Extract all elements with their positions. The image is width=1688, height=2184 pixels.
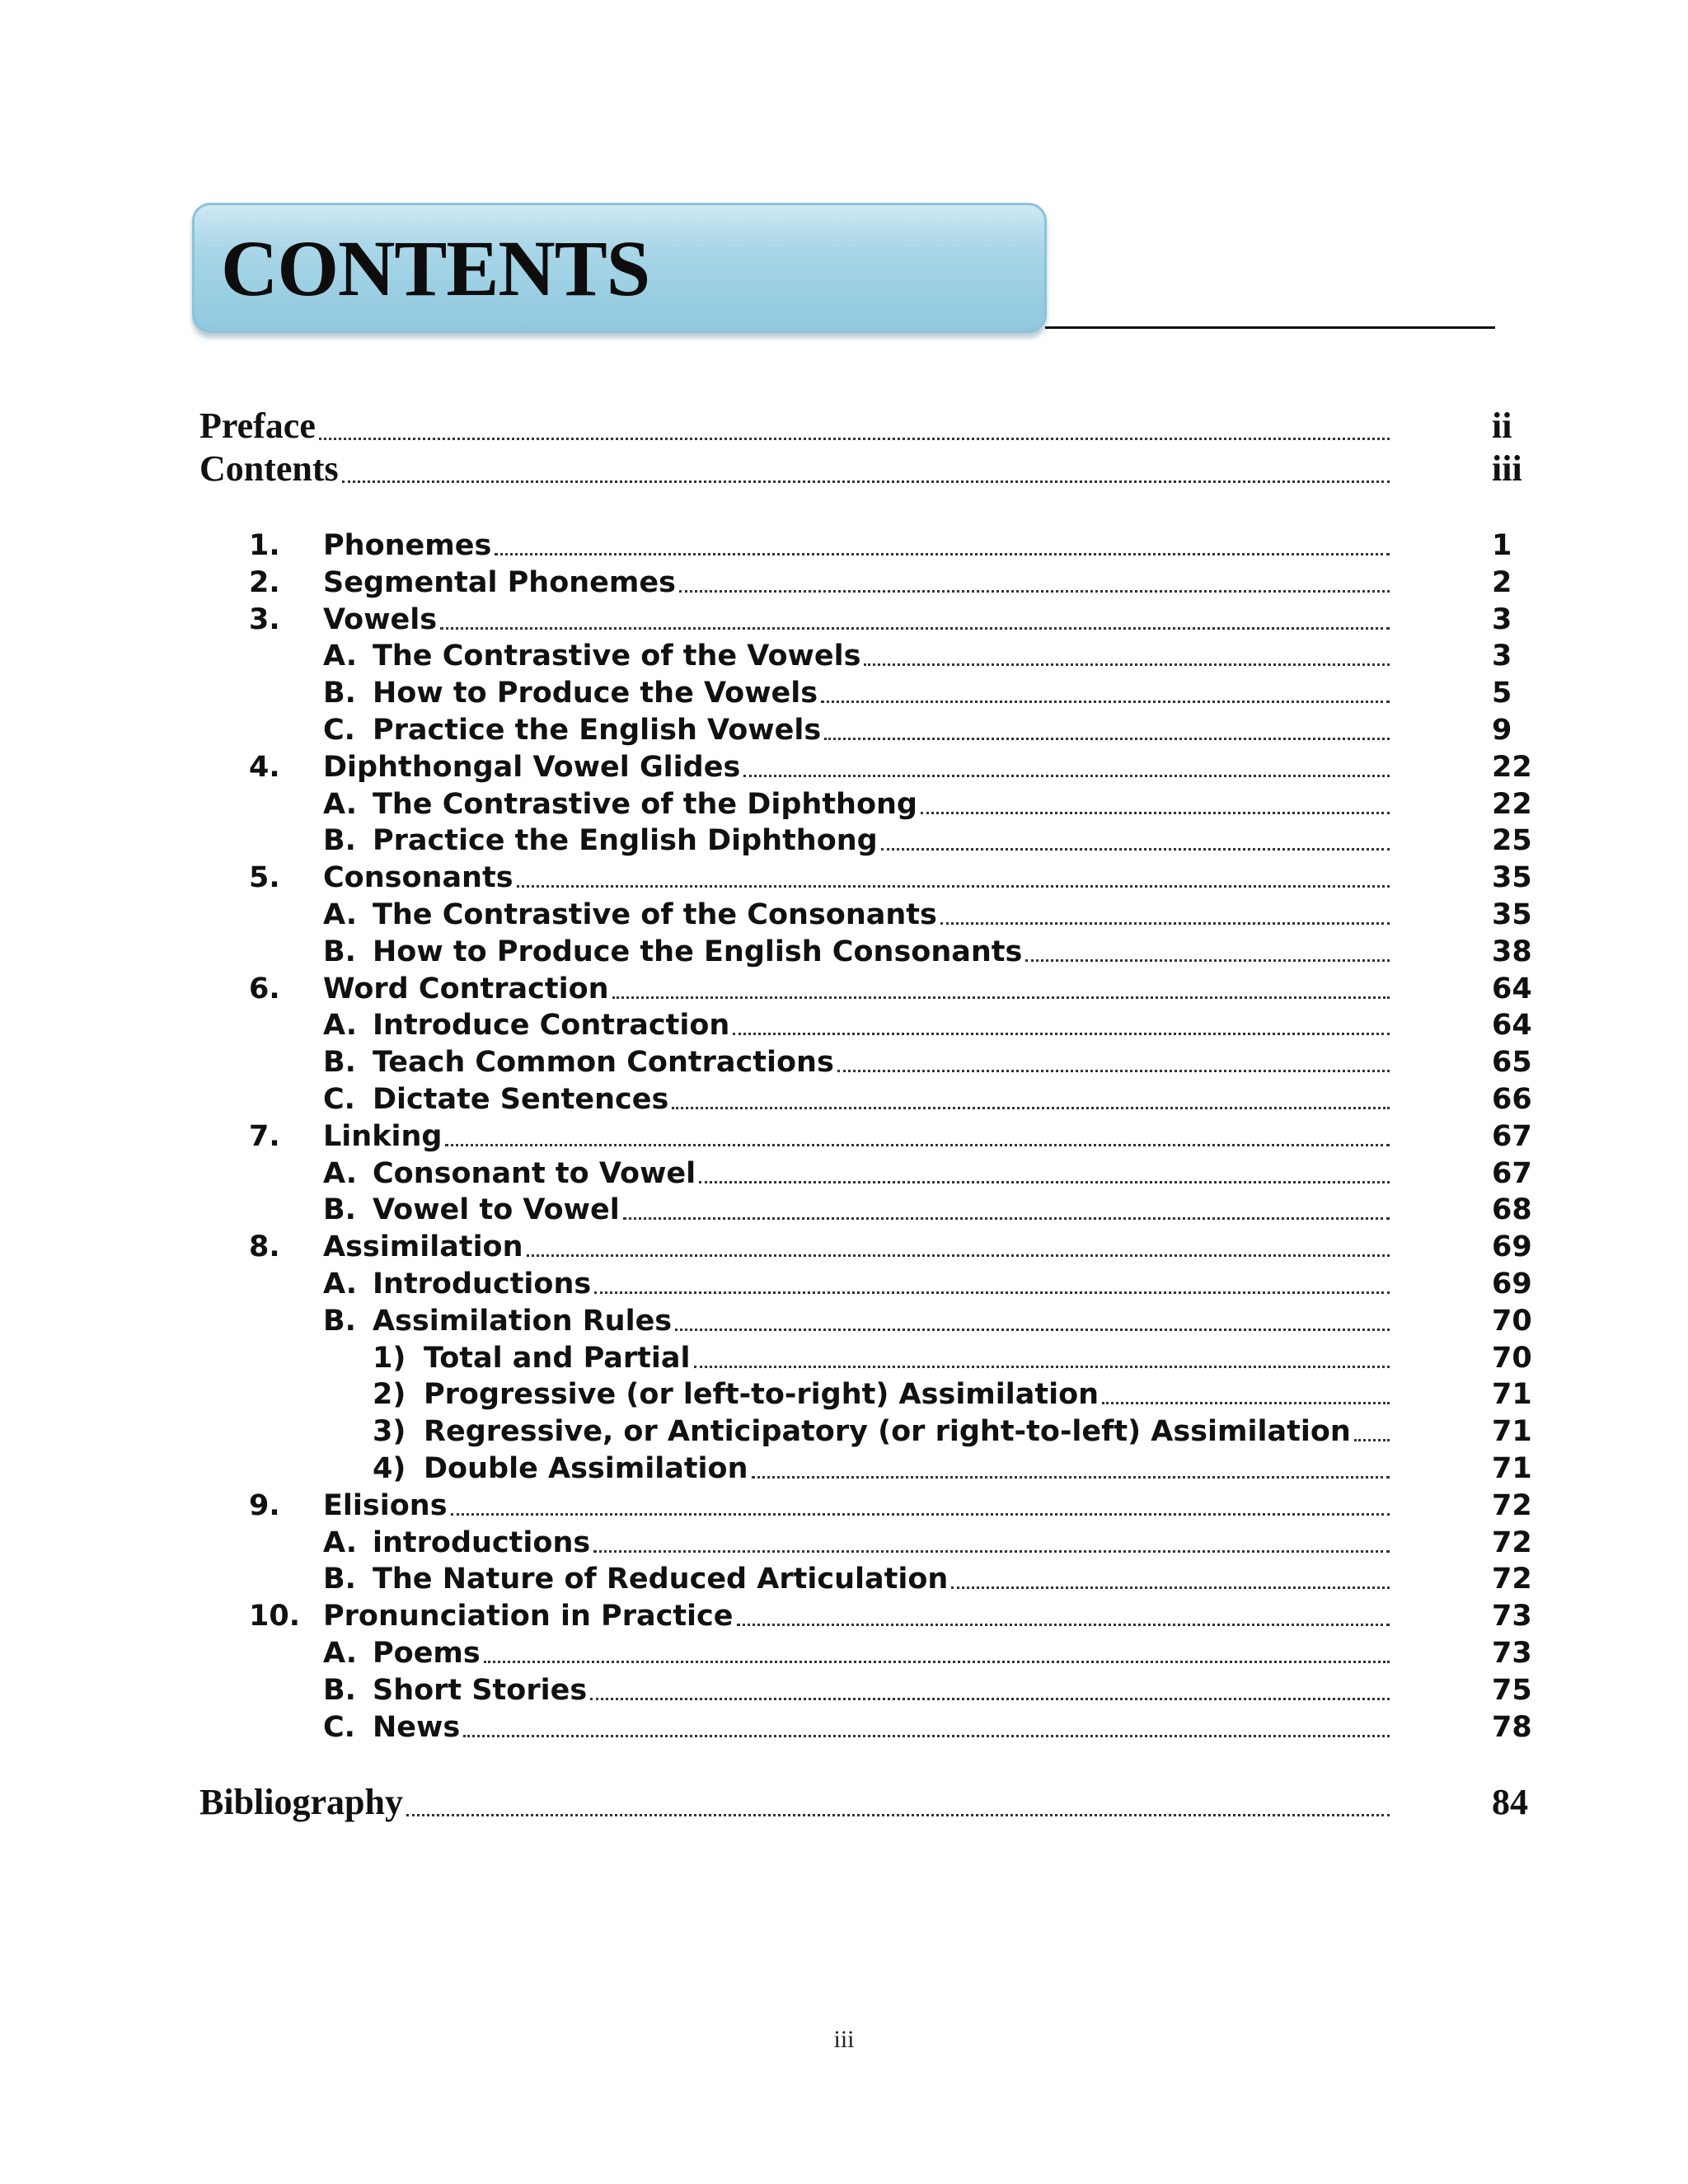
dot-leader xyxy=(623,1217,1390,1220)
dot-leader xyxy=(675,1329,1390,1331)
toc-section[interactable] xyxy=(323,1268,1532,1301)
toc-section[interactable] xyxy=(323,1304,1532,1338)
toc-section[interactable] xyxy=(323,1083,1532,1116)
entry-number: A. xyxy=(323,898,358,931)
dot-leader xyxy=(921,812,1390,814)
toc-section[interactable] xyxy=(323,1563,1532,1596)
entry-number: A. xyxy=(323,1156,358,1190)
dot-leader xyxy=(864,663,1390,666)
entry-title: Bibliography xyxy=(199,1782,403,1822)
dot-leader xyxy=(495,553,1390,555)
entry-title: Short Stories xyxy=(373,1673,588,1707)
entry-page-number: 64 xyxy=(1492,1009,1532,1043)
entry-title: How to Produce the Vowels xyxy=(373,677,818,710)
entry-number: 3. xyxy=(249,602,280,636)
entry-page-number: 72 xyxy=(1492,1563,1532,1596)
entry-number: A. xyxy=(323,1637,358,1670)
dot-leader xyxy=(319,438,1390,440)
entry-number: A. xyxy=(323,1268,358,1301)
entry-number: B. xyxy=(323,1304,356,1338)
entry-page-number: 2 xyxy=(1492,565,1512,599)
entry-number: 1. xyxy=(249,529,280,562)
entry-page-number: 71 xyxy=(1492,1378,1532,1412)
entry-page-number: 70 xyxy=(1492,1341,1532,1375)
dot-leader xyxy=(594,1291,1390,1294)
entry-page-number: 72 xyxy=(1492,1526,1532,1559)
toc-chapter[interactable] xyxy=(249,529,1512,562)
toc-chapter[interactable] xyxy=(249,1230,1532,1264)
entry-number: 10. xyxy=(249,1600,301,1633)
entry-page-number: 5 xyxy=(1492,677,1512,710)
entry-number: B. xyxy=(323,824,356,858)
entry-page-number: iii xyxy=(1492,448,1522,489)
toc-chapter[interactable] xyxy=(249,861,1532,895)
entry-page-number: 69 xyxy=(1492,1268,1532,1301)
entry-number: 2) xyxy=(373,1378,406,1412)
toc-chapter[interactable] xyxy=(249,565,1512,599)
entry-title: Poems xyxy=(373,1637,481,1670)
entry-title: Preface xyxy=(199,405,316,446)
entry-page-number: 66 xyxy=(1492,1083,1532,1116)
entry-title: Pronunciation in Practice xyxy=(323,1600,734,1633)
entry-title: Introductions xyxy=(373,1268,592,1301)
dot-leader xyxy=(1102,1402,1390,1404)
dot-leader xyxy=(679,590,1390,593)
toc-section[interactable] xyxy=(323,714,1512,747)
toc-entry-contents[interactable] xyxy=(199,447,1522,490)
dot-leader xyxy=(737,1624,1390,1626)
entry-number: 1) xyxy=(373,1341,406,1375)
entry-title: Linking xyxy=(323,1119,443,1153)
toc-section[interactable] xyxy=(323,787,1532,821)
entry-page-number: 84 xyxy=(1492,1782,1528,1822)
entry-number: A. xyxy=(323,640,358,673)
entry-title: Vowel to Vowel xyxy=(373,1193,620,1227)
entry-page-number: 22 xyxy=(1492,787,1532,821)
entry-title: Introduce Contraction xyxy=(373,1009,730,1043)
toc-section[interactable] xyxy=(323,935,1532,968)
toc-section[interactable] xyxy=(323,1009,1532,1043)
page-number: iii xyxy=(833,2026,855,2053)
entry-page-number: 65 xyxy=(1492,1046,1532,1080)
entry-number: 3) xyxy=(373,1415,406,1449)
dot-leader xyxy=(1354,1439,1390,1441)
toc-section[interactable] xyxy=(323,640,1512,673)
entry-title: Teach Common Contractions xyxy=(373,1046,834,1080)
entry-title: News xyxy=(373,1710,461,1744)
entry-number: 7. xyxy=(249,1119,280,1153)
entry-title: The Nature of Reduced Articulation xyxy=(373,1563,949,1596)
toc-section[interactable] xyxy=(323,824,1532,858)
toc-subsection[interactable] xyxy=(373,1452,1532,1485)
dot-leader xyxy=(951,1586,1390,1589)
dot-leader xyxy=(940,922,1390,925)
entry-title: Assimilation xyxy=(323,1230,523,1264)
entry-page-number: 72 xyxy=(1492,1488,1532,1522)
entry-title: Dictate Sentences xyxy=(373,1083,669,1116)
toc-section[interactable] xyxy=(323,1526,1532,1559)
dot-leader xyxy=(824,738,1390,740)
dot-leader xyxy=(590,1698,1390,1700)
dot-leader xyxy=(821,701,1390,703)
entry-number: B. xyxy=(323,935,356,968)
dot-leader xyxy=(451,1513,1390,1516)
entry-page-number: 22 xyxy=(1492,750,1532,784)
entry-page-number: 1 xyxy=(1492,529,1512,562)
entry-number: 5. xyxy=(249,861,280,895)
toc-chapter[interactable] xyxy=(249,1488,1532,1522)
entry-title: Progressive (or left-to-right) Assimilation xyxy=(424,1378,1100,1412)
entry-number: B. xyxy=(323,1046,356,1080)
toc-section[interactable] xyxy=(323,1710,1532,1744)
toc-section[interactable] xyxy=(323,1156,1532,1190)
toc-section[interactable] xyxy=(323,1193,1532,1227)
entry-number: 2. xyxy=(249,565,280,599)
dot-leader xyxy=(672,1107,1390,1109)
entry-title: Consonants xyxy=(323,861,513,895)
toc-entry-preface[interactable] xyxy=(199,404,1512,447)
entry-page-number: 69 xyxy=(1492,1230,1532,1264)
entry-number: B. xyxy=(323,1193,356,1227)
entry-page-number: 78 xyxy=(1492,1710,1532,1744)
dot-leader xyxy=(463,1735,1390,1737)
entry-title: Word Contraction xyxy=(323,972,609,1005)
entry-title: Double Assimilation xyxy=(424,1452,748,1485)
toc-chapter[interactable] xyxy=(249,1600,1532,1633)
entry-number: 4. xyxy=(249,750,280,784)
toc-entry-bibliography[interactable] xyxy=(199,1780,1528,1823)
entry-title: The Contrastive of the Vowels xyxy=(373,640,861,673)
entry-page-number: 70 xyxy=(1492,1304,1532,1338)
entry-number: A. xyxy=(323,1009,358,1043)
entry-title: Regressive, or Anticipatory (or right-to-left) Assimilation xyxy=(424,1415,1351,1449)
toc-section[interactable] xyxy=(323,1637,1532,1670)
entry-title: Consonant to Vowel xyxy=(373,1156,696,1190)
toc-section[interactable] xyxy=(323,1046,1532,1080)
entry-number: 6. xyxy=(249,972,280,1005)
entry-title: Assimilation Rules xyxy=(373,1304,673,1338)
entry-number: B. xyxy=(323,677,356,710)
entry-page-number: 64 xyxy=(1492,972,1532,1005)
entry-title: The Contrastive of the Diphthong xyxy=(373,787,917,821)
entry-title: Phonemes xyxy=(323,529,492,562)
entry-number: B. xyxy=(323,1673,356,1707)
toc-chapter[interactable] xyxy=(249,1119,1532,1153)
entry-title: How to Produce the English Consonants xyxy=(373,935,1023,968)
dot-leader xyxy=(440,627,1390,630)
dot-leader xyxy=(743,775,1390,777)
entry-number: C. xyxy=(323,714,355,747)
entry-page-number: 67 xyxy=(1492,1156,1532,1190)
toc-subsection[interactable] xyxy=(373,1415,1532,1449)
entry-page-number: 3 xyxy=(1492,640,1512,673)
entry-page-number: 25 xyxy=(1492,824,1532,858)
entry-title: Diphthongal Vowel Glides xyxy=(323,750,741,784)
entry-page-number: 75 xyxy=(1492,1673,1532,1707)
entry-title: Vowels xyxy=(323,602,438,636)
entry-number: A. xyxy=(323,1526,358,1559)
page-title: CONTENTS xyxy=(221,224,650,312)
toc-chapter[interactable] xyxy=(249,602,1512,636)
entry-number: 8. xyxy=(249,1230,280,1264)
dot-leader xyxy=(733,1033,1390,1035)
entry-page-number: 68 xyxy=(1492,1193,1532,1227)
entry-title: Practice the English Diphthong xyxy=(373,824,878,858)
entry-page-number: 35 xyxy=(1492,898,1532,931)
entry-title: introductions xyxy=(373,1526,591,1559)
entry-page-number: 73 xyxy=(1492,1637,1532,1670)
entry-page-number: 71 xyxy=(1492,1452,1532,1485)
toc-subsection[interactable] xyxy=(373,1378,1532,1412)
entry-title: Contents xyxy=(199,448,339,489)
entry-title: Practice the English Vowels xyxy=(373,714,822,747)
toc-section[interactable] xyxy=(323,1673,1532,1707)
dot-leader xyxy=(406,1814,1390,1816)
dot-leader xyxy=(593,1550,1390,1553)
entry-page-number: 9 xyxy=(1492,714,1512,747)
dot-leader xyxy=(517,885,1390,888)
dot-leader xyxy=(699,1181,1390,1183)
entry-page-number: 71 xyxy=(1492,1415,1532,1449)
entry-page-number: 67 xyxy=(1492,1119,1532,1153)
dot-leader xyxy=(484,1661,1390,1663)
entry-page-number: ii xyxy=(1492,405,1512,446)
entry-number: A. xyxy=(323,787,358,821)
entry-number: 4) xyxy=(373,1452,406,1485)
entry-title: Segmental Phonemes xyxy=(323,565,676,599)
dot-leader xyxy=(694,1366,1390,1368)
toc-section[interactable] xyxy=(323,677,1512,710)
toc-chapter[interactable] xyxy=(249,972,1532,1005)
entry-number: 9. xyxy=(249,1488,280,1522)
dot-leader xyxy=(1025,959,1390,962)
dot-leader xyxy=(612,996,1390,999)
entry-page-number: 73 xyxy=(1492,1600,1532,1633)
entry-page-number: 35 xyxy=(1492,861,1532,895)
entry-title: Elisions xyxy=(323,1488,448,1522)
toc-subsection[interactable] xyxy=(373,1341,1532,1375)
entry-page-number: 3 xyxy=(1492,602,1512,636)
dot-leader xyxy=(342,480,1390,483)
dot-leader xyxy=(445,1144,1390,1146)
entry-number: C. xyxy=(323,1710,355,1744)
dot-leader xyxy=(881,848,1390,851)
dot-leader xyxy=(837,1070,1390,1072)
entry-title: The Contrastive of the Consonants xyxy=(373,898,937,931)
toc-section[interactable] xyxy=(323,898,1532,931)
toc-chapter[interactable] xyxy=(249,750,1532,784)
entry-number: C. xyxy=(323,1083,355,1116)
dot-leader xyxy=(752,1476,1390,1479)
entry-number: B. xyxy=(323,1563,356,1596)
entry-title: Total and Partial xyxy=(424,1341,691,1375)
dot-leader xyxy=(527,1254,1390,1257)
entry-page-number: 38 xyxy=(1492,935,1532,968)
